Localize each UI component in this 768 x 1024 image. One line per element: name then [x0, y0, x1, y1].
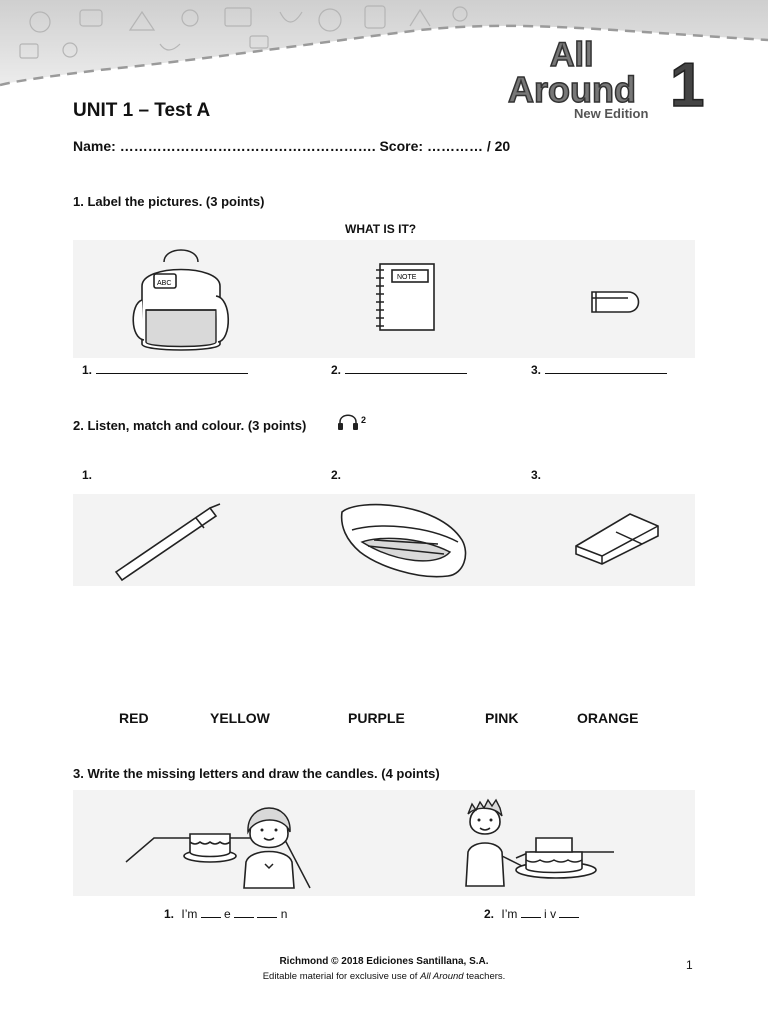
letter: v — [550, 907, 557, 921]
letter: i — [544, 907, 547, 921]
colour-word-purple[interactable]: PURPLE — [348, 710, 405, 726]
boy-with-cake-illustration — [460, 796, 620, 892]
exercise2-number-2: 2. — [331, 468, 342, 482]
exercise1-subheading: WHAT IS IT? — [345, 222, 417, 236]
name-score-row — [73, 138, 510, 154]
name-blank[interactable]: ………………………………………………. — [119, 138, 376, 154]
score-total: / 20 — [486, 138, 511, 154]
exercise1-answer-1[interactable] — [82, 361, 248, 377]
footer-copyright: Richmond © 2018 Ediciones Santillana, S.A. — [279, 956, 489, 967]
exercise3-answer-2[interactable] — [484, 905, 579, 921]
girl-with-cake-illustration — [124, 796, 314, 892]
exercise2-number-3: 3. — [531, 468, 542, 482]
headphones-icon — [337, 412, 359, 432]
colour-word-pink[interactable]: PINK — [485, 710, 519, 726]
exercise1-answer-2[interactable] — [331, 361, 467, 377]
page-title: UNIT 1 – Test A — [73, 100, 211, 121]
schoolbag-badge: ABC — [157, 280, 172, 287]
exercise3-answer-1[interactable] — [164, 905, 287, 921]
pencil-case-illustration[interactable] — [338, 496, 472, 584]
audio-track-number: 2 — [361, 415, 367, 425]
answer-number: 3. — [531, 363, 542, 377]
footer-usage-note: Editable material for exclusive use of All Around teachers. — [262, 971, 506, 982]
logo-line2: Around — [508, 69, 636, 110]
eraser-illustration[interactable] — [570, 506, 664, 570]
answer-prefix: I’m — [181, 907, 198, 921]
name-label: Name: — [73, 138, 116, 154]
logo-edition: New Edition — [574, 106, 649, 121]
rubber-illustration — [588, 288, 644, 316]
answer-number: 1. — [164, 907, 175, 921]
exercise1-heading: 1. Label the pictures. (3 points) — [73, 194, 265, 209]
notebook-badge: NOTE — [397, 274, 417, 281]
answer-number: 2. — [484, 907, 495, 921]
colour-word-red[interactable]: RED — [119, 710, 149, 726]
colour-word-orange[interactable]: ORANGE — [577, 710, 639, 726]
score-label: Score: — [379, 138, 424, 154]
colour-word-yellow[interactable]: YELLOW — [210, 710, 270, 726]
answer-prefix: I’m — [501, 907, 518, 921]
score-blank[interactable]: ………… — [426, 138, 483, 154]
logo-number: 1 — [670, 51, 705, 120]
exercise3-heading: 3. Write the missing letters and draw the candles. (4 points) — [73, 766, 440, 781]
exercise2-heading: 2. Listen, match and colour. (3 points) — [73, 418, 307, 433]
pen-illustration[interactable] — [110, 500, 226, 584]
logo-line1: All — [550, 36, 594, 74]
exercise2-number-1: 1. — [82, 468, 93, 482]
exercise1-answer-3[interactable] — [531, 361, 667, 377]
letter: n — [280, 907, 288, 921]
answer-number: 2. — [331, 363, 342, 377]
schoolbag-illustration — [128, 246, 234, 356]
page-number: 1 — [686, 958, 693, 972]
all-around-logo — [498, 30, 738, 130]
letter: e — [224, 907, 231, 921]
answer-number: 1. — [82, 363, 93, 377]
notebook-illustration — [372, 262, 438, 334]
